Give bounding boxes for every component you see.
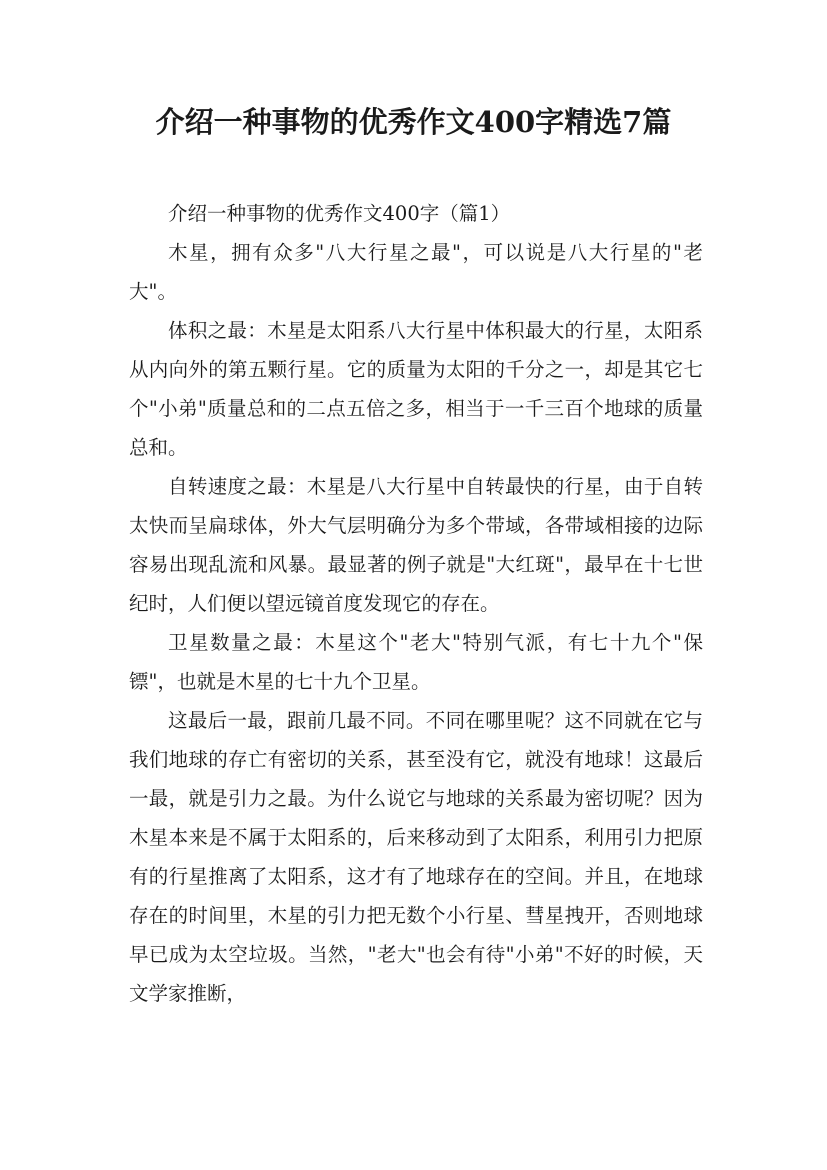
paragraph-rotation: 自转速度之最：木星是八大行星中自转最快的行星，由于自转太快而呈扁球体，外大气层明确分为多个带域，各带域相接的边际容易出现乱流和风暴。最显著的例子就是"大红斑"，最早在十七世纪时，人们便以望远镜首度发现它的存在。 [129,475,703,615]
document-title: 介绍一种事物的优秀作文400字精选7篇 [155,105,672,139]
paragraph-intro: 木星，拥有众多"八大行星之最"，可以说是八大行星的"老大"。 [129,241,703,303]
paragraph-gravity: 这最后一最，跟前几最不同。不同在哪里呢？这不同就在它与我们地球的存亡有密切的关系，甚至没有它，就没有地球！这最后一最，就是引力之最。为什么说它与地球的关系最为密切呢？因为木星本来是不属于太阳系的，后来移动到了太阳系，利用引力把原有的行星推离了太阳系，这才有了地球存在的空间。并且，在地球存在的时间里，木星的引力把无数个小行星、彗星拽开，否则地球早已成为太空垃圾。当然，"老大"也会有待"小弟"不好的时候，天文学家推断， [129,709,703,1005]
paragraph-volume: 体积之最：木星是太阳系八大行星中体积最大的行星，太阳系从内向外的第五颗行星。它的质量为太阳的千分之一，却是其它七个"小弟"质量总和的二点五倍之多，相当于一千三百个地球的质量总和。 [129,319,703,459]
document-body [129,194,703,1013]
paragraph-satellites: 卫星数量之最：木星这个"老大"特别气派，有七十九个"保镖"，也就是木星的七十九个卫星。 [129,631,703,693]
paragraph-section-heading: 介绍一种事物的优秀作文400字（篇1） [168,202,511,225]
